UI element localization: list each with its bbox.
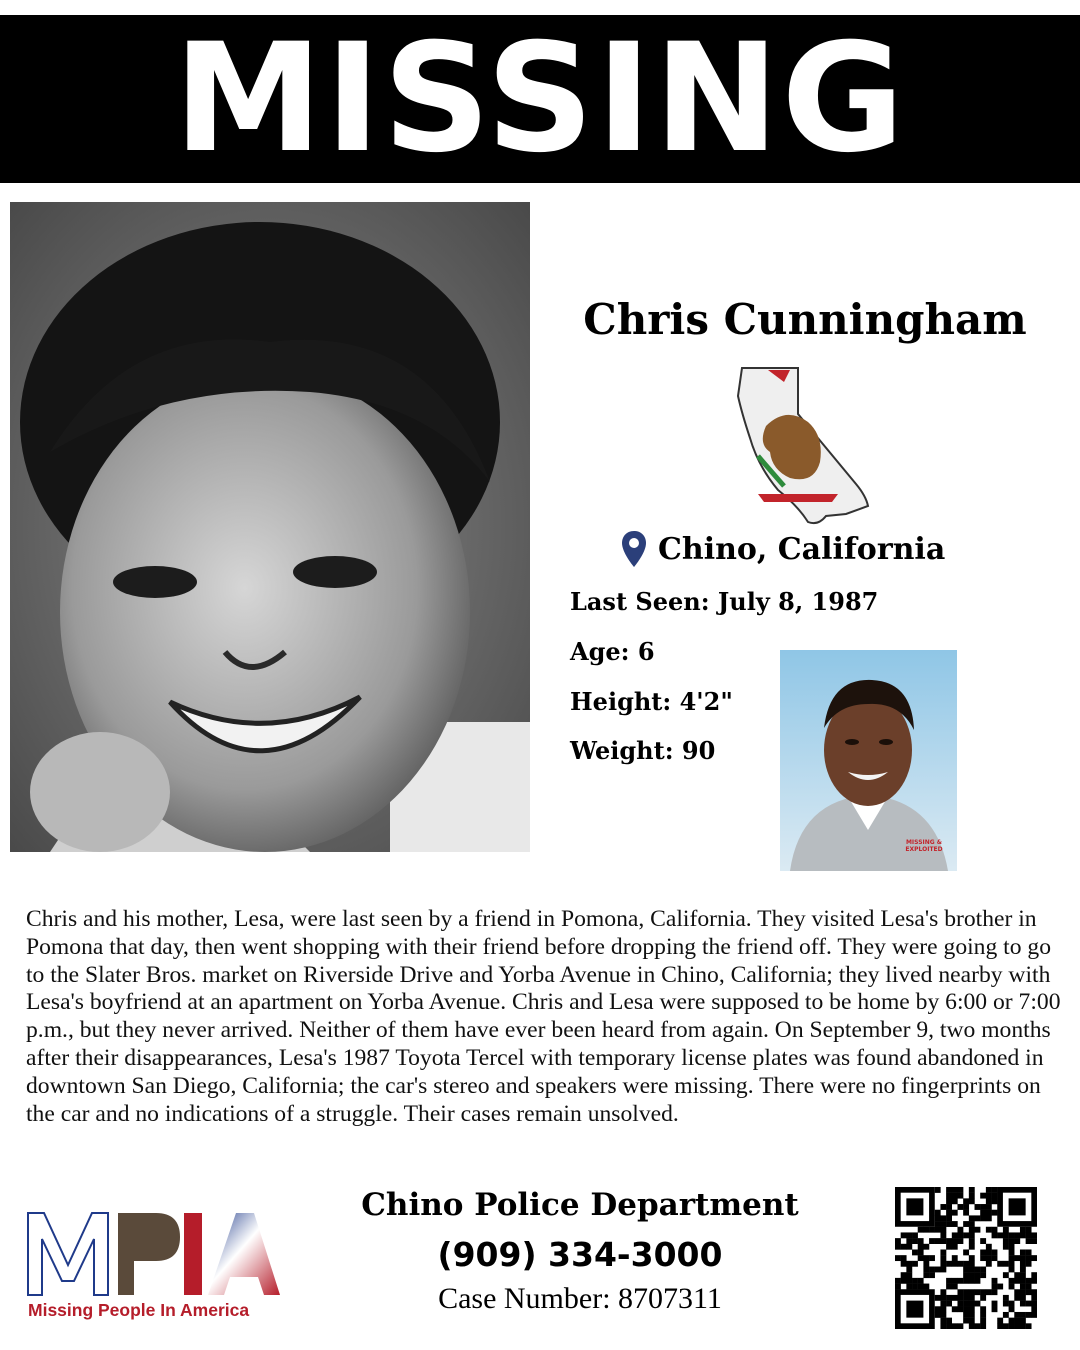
- height-line: [570, 687, 733, 716]
- qr-code-icon[interactable]: [895, 1187, 1037, 1329]
- svg-text:EXPLOITED: EXPLOITED: [905, 846, 943, 853]
- last-seen-label: Last Seen :: [570, 587, 718, 616]
- california-map-icon: [728, 366, 878, 528]
- logo-text: MPIA: [24, 1205, 27, 1206]
- agency-phone: (909) 334-3000: [437, 1235, 723, 1274]
- agency-name: Chino Police Department: [361, 1187, 799, 1223]
- logo-caption: Missing People In America: [28, 1300, 250, 1320]
- age-line: [570, 637, 655, 666]
- person-name: Chris Cunningham: [583, 295, 1027, 344]
- case-number-label: Case Number :: [438, 1282, 618, 1315]
- weight-label: Weight :: [570, 736, 682, 765]
- svg-text:MISSING &: MISSING &: [905, 839, 943, 846]
- weight-line: [570, 736, 715, 765]
- child-photo: [10, 202, 530, 852]
- map-pin-icon: [620, 529, 648, 569]
- location-text: Chino, California: [658, 531, 946, 567]
- case-number-line: [330, 1282, 830, 1316]
- missing-banner: [0, 12, 1080, 186]
- ncmec-badge: [898, 826, 950, 856]
- height-label: Height :: [570, 687, 680, 716]
- height-value: 4'2": [679, 687, 733, 716]
- age-label: Age :: [570, 637, 638, 666]
- last-seen-value: July 8, 1987: [717, 587, 879, 616]
- age-progression-photo: [780, 650, 957, 871]
- last-seen-line: [570, 587, 878, 616]
- case-description: Chris and his mother, Lesa, were last seen by a friend in Pomona, California. They visited Lesa's brother in Pomona that day, then went shopping with their friend before dropping the friend off. They were going to go to the Slater Bros. market on Riverside Drive and Yorba Avenue in Chino, California; they lived nearby with Lesa's boyfriend at an apartment on Yorba Avenue. Chris and Lesa were supposed to be home by 6:00 or 7:00 p.m., but they never arrived. Neither of them have ever been heard from again. On September 9, two months after their disappearances, Lesa's 1987 Toyota Tercel with temporary license plates was found abandoned in downtown San Diego, California; the car's stereo and speakers were missing. There were no fingerprints on the car and no indications of a struggle. Their cases remain unsolved.: [26, 906, 1061, 1127]
- case-number-value: 8707311: [618, 1282, 722, 1315]
- banner-title: MISSING: [173, 12, 907, 186]
- age-value: 6: [637, 637, 655, 666]
- weight-value: 90: [681, 736, 716, 765]
- location-line: [620, 527, 945, 571]
